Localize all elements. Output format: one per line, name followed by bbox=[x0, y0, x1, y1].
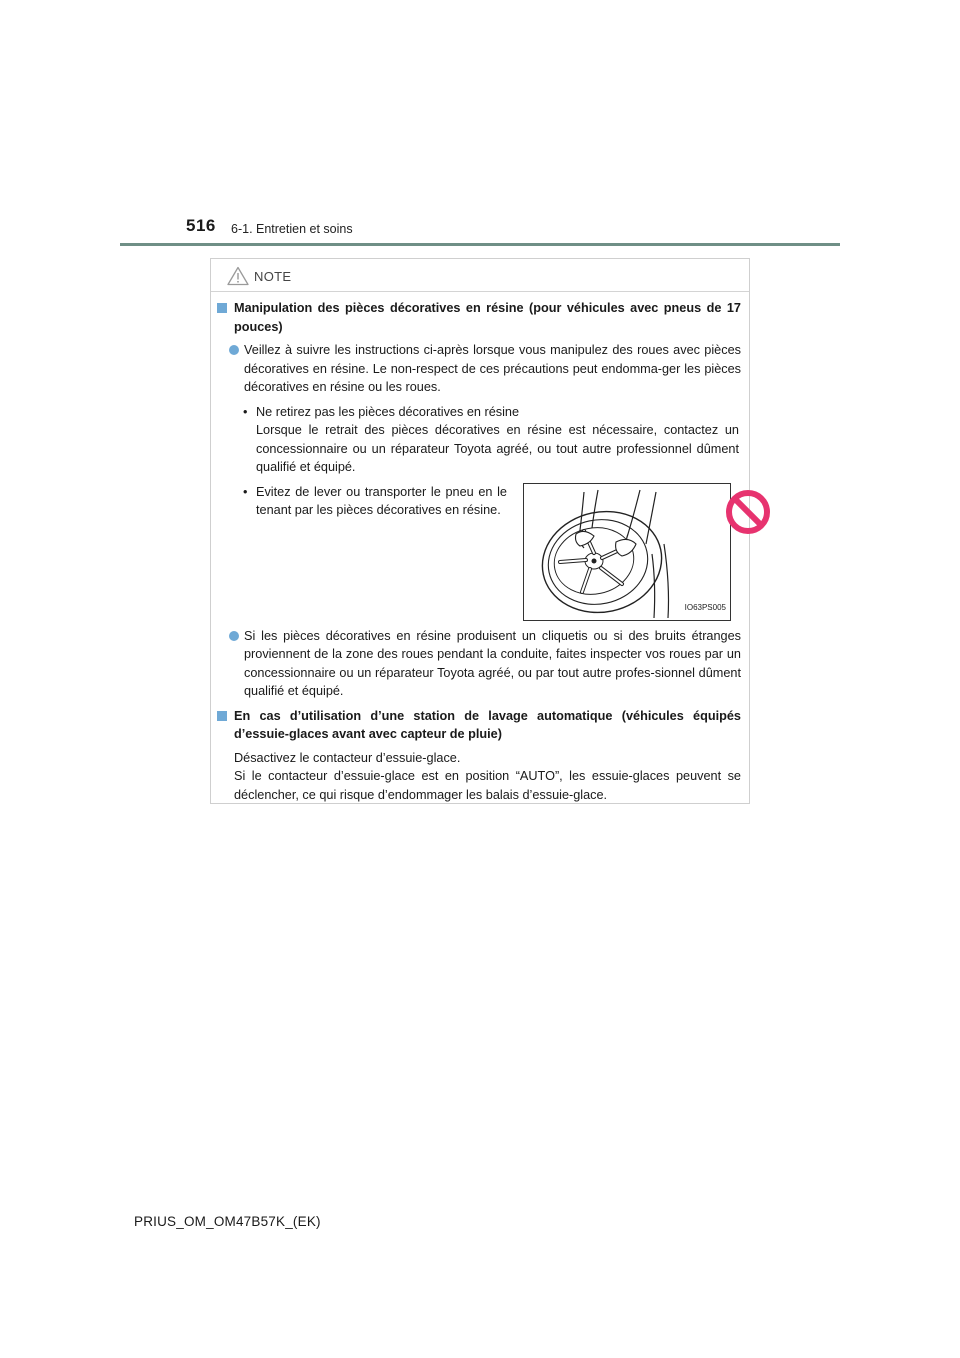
note-box bbox=[210, 258, 750, 804]
section1-item1 bbox=[211, 341, 749, 397]
square-bullet bbox=[217, 711, 227, 721]
warning-triangle-icon bbox=[227, 266, 249, 286]
sub-item-lift bbox=[211, 483, 507, 615]
dot-bullet: • bbox=[243, 404, 248, 419]
page-number: 516 bbox=[186, 216, 216, 235]
sub-item-remove bbox=[211, 403, 749, 477]
sub-item-lift-text: Evitez de lever ou transporter le pneu en le tenant par les pièces décoratives en résine. bbox=[256, 484, 507, 517]
tire-handling-figure bbox=[523, 483, 731, 621]
section1-item2 bbox=[211, 627, 749, 701]
note-label: NOTE bbox=[254, 268, 292, 284]
section2-body bbox=[211, 749, 749, 805]
circle-bullet bbox=[229, 345, 239, 355]
header-rule bbox=[120, 243, 840, 246]
sub-item-lift-row bbox=[211, 483, 749, 621]
footer-doc-id: PRIUS_OM_OM47B57K_(EK) bbox=[134, 1214, 321, 1229]
note-header-divider bbox=[211, 291, 749, 292]
note-content bbox=[211, 299, 749, 804]
section1-heading bbox=[211, 299, 749, 336]
section2-para1: Désactivez le contacteur d’essuie-glace. bbox=[234, 750, 461, 765]
section2-heading bbox=[211, 707, 749, 744]
sub-item-remove-body: Lorsque le retrait des pièces décoratives en résine est nécessaire, contactez un concessionnaire ou un réparateur Toyota agréé, ou tout autre professionnel dûment qualifié et équipé. bbox=[256, 423, 739, 474]
figure-code: IO63PS005 bbox=[684, 603, 726, 612]
section1-heading-text: Manipulation des pièces décoratives en résine (pour véhicules avec pneus de 17 pouces) bbox=[234, 301, 741, 334]
section2-heading-text: En cas d’utilisation d’une station de lavage automatique (véhicules équipés d’essuie-glaces avant avec capteur de pluie) bbox=[234, 708, 741, 741]
section2-para2: Si le contacteur d’essuie-glace est en position “AUTO”, les essuie-glaces peuvent se déclencher, ce qui risque d’endommager les balais d’essuie-glace. bbox=[234, 769, 741, 802]
section-title: 6-1. Entretien et soins bbox=[231, 222, 353, 236]
note-header bbox=[227, 266, 291, 286]
dot-bullet: • bbox=[243, 484, 248, 499]
sub-item-remove-title: Ne retirez pas les pièces décoratives en résine bbox=[256, 404, 520, 419]
section1-item1-text: Veillez à suivre les instructions ci-après lorsque vous manipulez des roues avec pièces décoratives en résine. Le non-respect de ces précautions peut endomma-ger les pièces décoratives en résine ou les roues. bbox=[244, 343, 741, 394]
square-bullet bbox=[217, 303, 227, 313]
circle-bullet bbox=[229, 631, 239, 641]
section1-item2-text: Si les pièces décoratives en résine produisent un cliquetis ou si des bruits étranges proviennent de la zone des roues pendant la conduite, faites inspecter vos roues par un concessionnaire ou un réparateur Toyota agréé, ou par tout autre profes-sionnel dûment qualifié et équipé. bbox=[244, 628, 741, 698]
